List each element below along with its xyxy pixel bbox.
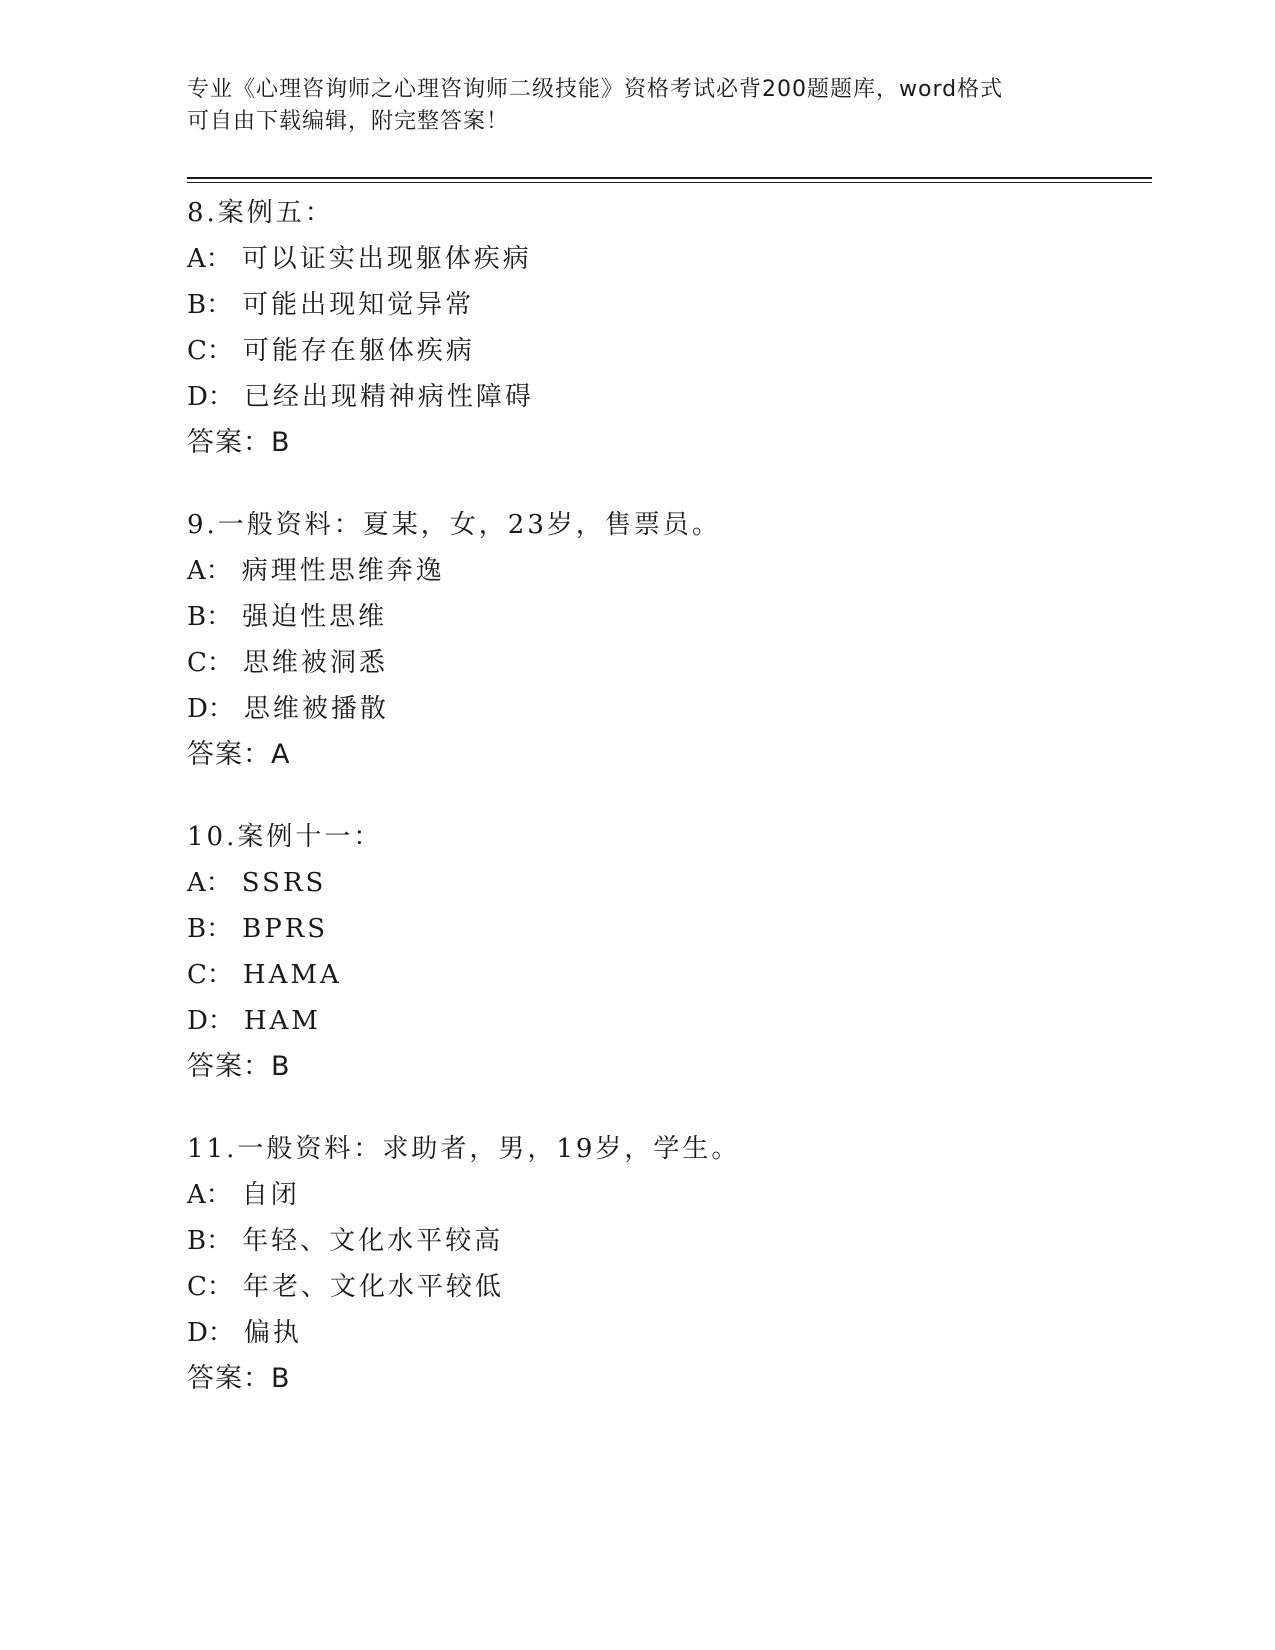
answer-line: 答案：B [187,427,291,458]
option-letter: A： [187,1180,232,1210]
answer-line: 答案：A [187,739,291,770]
option-c [187,952,1137,998]
question-stem: 9.一般资料：夏某，女，23岁，售票员。 [187,510,721,540]
option-text: 偏执 [243,1318,302,1348]
option-c [187,640,1137,686]
option-letter: C： [187,960,233,990]
option-letter: B： [187,914,233,944]
header-divider-thick [187,177,1152,179]
question-stem: 8.案例五： [187,198,334,228]
header-line-1: 专业《心理咨询师之心理咨询师二级技能》资格考试必背200题题库，word格式 [187,77,1004,102]
option-c [187,1264,1137,1310]
option-letter: C： [187,1272,233,1302]
option-b [187,906,1137,952]
option-a [187,1172,1137,1218]
option-b [187,594,1137,640]
option-letter: D： [187,382,234,412]
option-letter: D： [187,1318,234,1348]
question-stem: 11.一般资料：求助者，男，19岁，学生。 [187,1134,741,1164]
option-letter: B： [187,602,233,632]
question-10 [187,814,1137,1090]
option-text: HAM [243,1006,321,1036]
option-text: 思维被洞悉 [242,648,388,678]
option-text: 思维被播散 [243,694,389,724]
option-letter: C： [187,336,233,366]
document-header [187,74,1087,138]
option-text: 可以证实出现躯体疾病 [241,244,532,274]
option-a [187,548,1137,594]
option-letter: A： [187,244,232,274]
option-d [187,998,1137,1044]
option-text: 年轻、文化水平较高 [242,1226,504,1256]
option-text: 可能出现知觉异常 [242,290,475,320]
option-d [187,686,1137,732]
option-b [187,1218,1137,1264]
option-letter: D： [187,694,234,724]
option-a [187,236,1137,282]
option-d [187,1310,1137,1356]
question-11 [187,1126,1137,1402]
answer-line: 答案：B [187,1363,291,1394]
option-text: BPRS [242,914,329,944]
answer-line: 答案：B [187,1051,291,1082]
option-text: 强迫性思维 [242,602,388,632]
question-list [187,190,1137,1438]
question-stem: 10.案例十一： [187,822,383,852]
option-letter: B： [187,1226,233,1256]
option-text: HAMA [242,960,342,990]
option-b [187,282,1137,328]
header-divider-thin [187,182,1152,183]
option-letter: A： [187,868,232,898]
question-8 [187,190,1137,466]
option-letter: A： [187,556,232,586]
option-letter: B： [187,290,233,320]
header-line-2: 可自由下载编辑，附完整答案！ [187,109,510,134]
option-c [187,328,1137,374]
question-9 [187,502,1137,778]
option-letter: C： [187,648,233,678]
option-text: 已经出现精神病性障碍 [243,382,534,412]
option-text: SSRS [241,868,327,898]
option-letter: D： [187,1006,234,1036]
option-text: 可能存在躯体疾病 [242,336,475,366]
option-text: 自闭 [241,1180,300,1210]
option-a [187,860,1137,906]
option-d [187,374,1137,420]
option-text: 病理性思维奔逸 [241,556,445,586]
option-text: 年老、文化水平较低 [242,1272,504,1302]
